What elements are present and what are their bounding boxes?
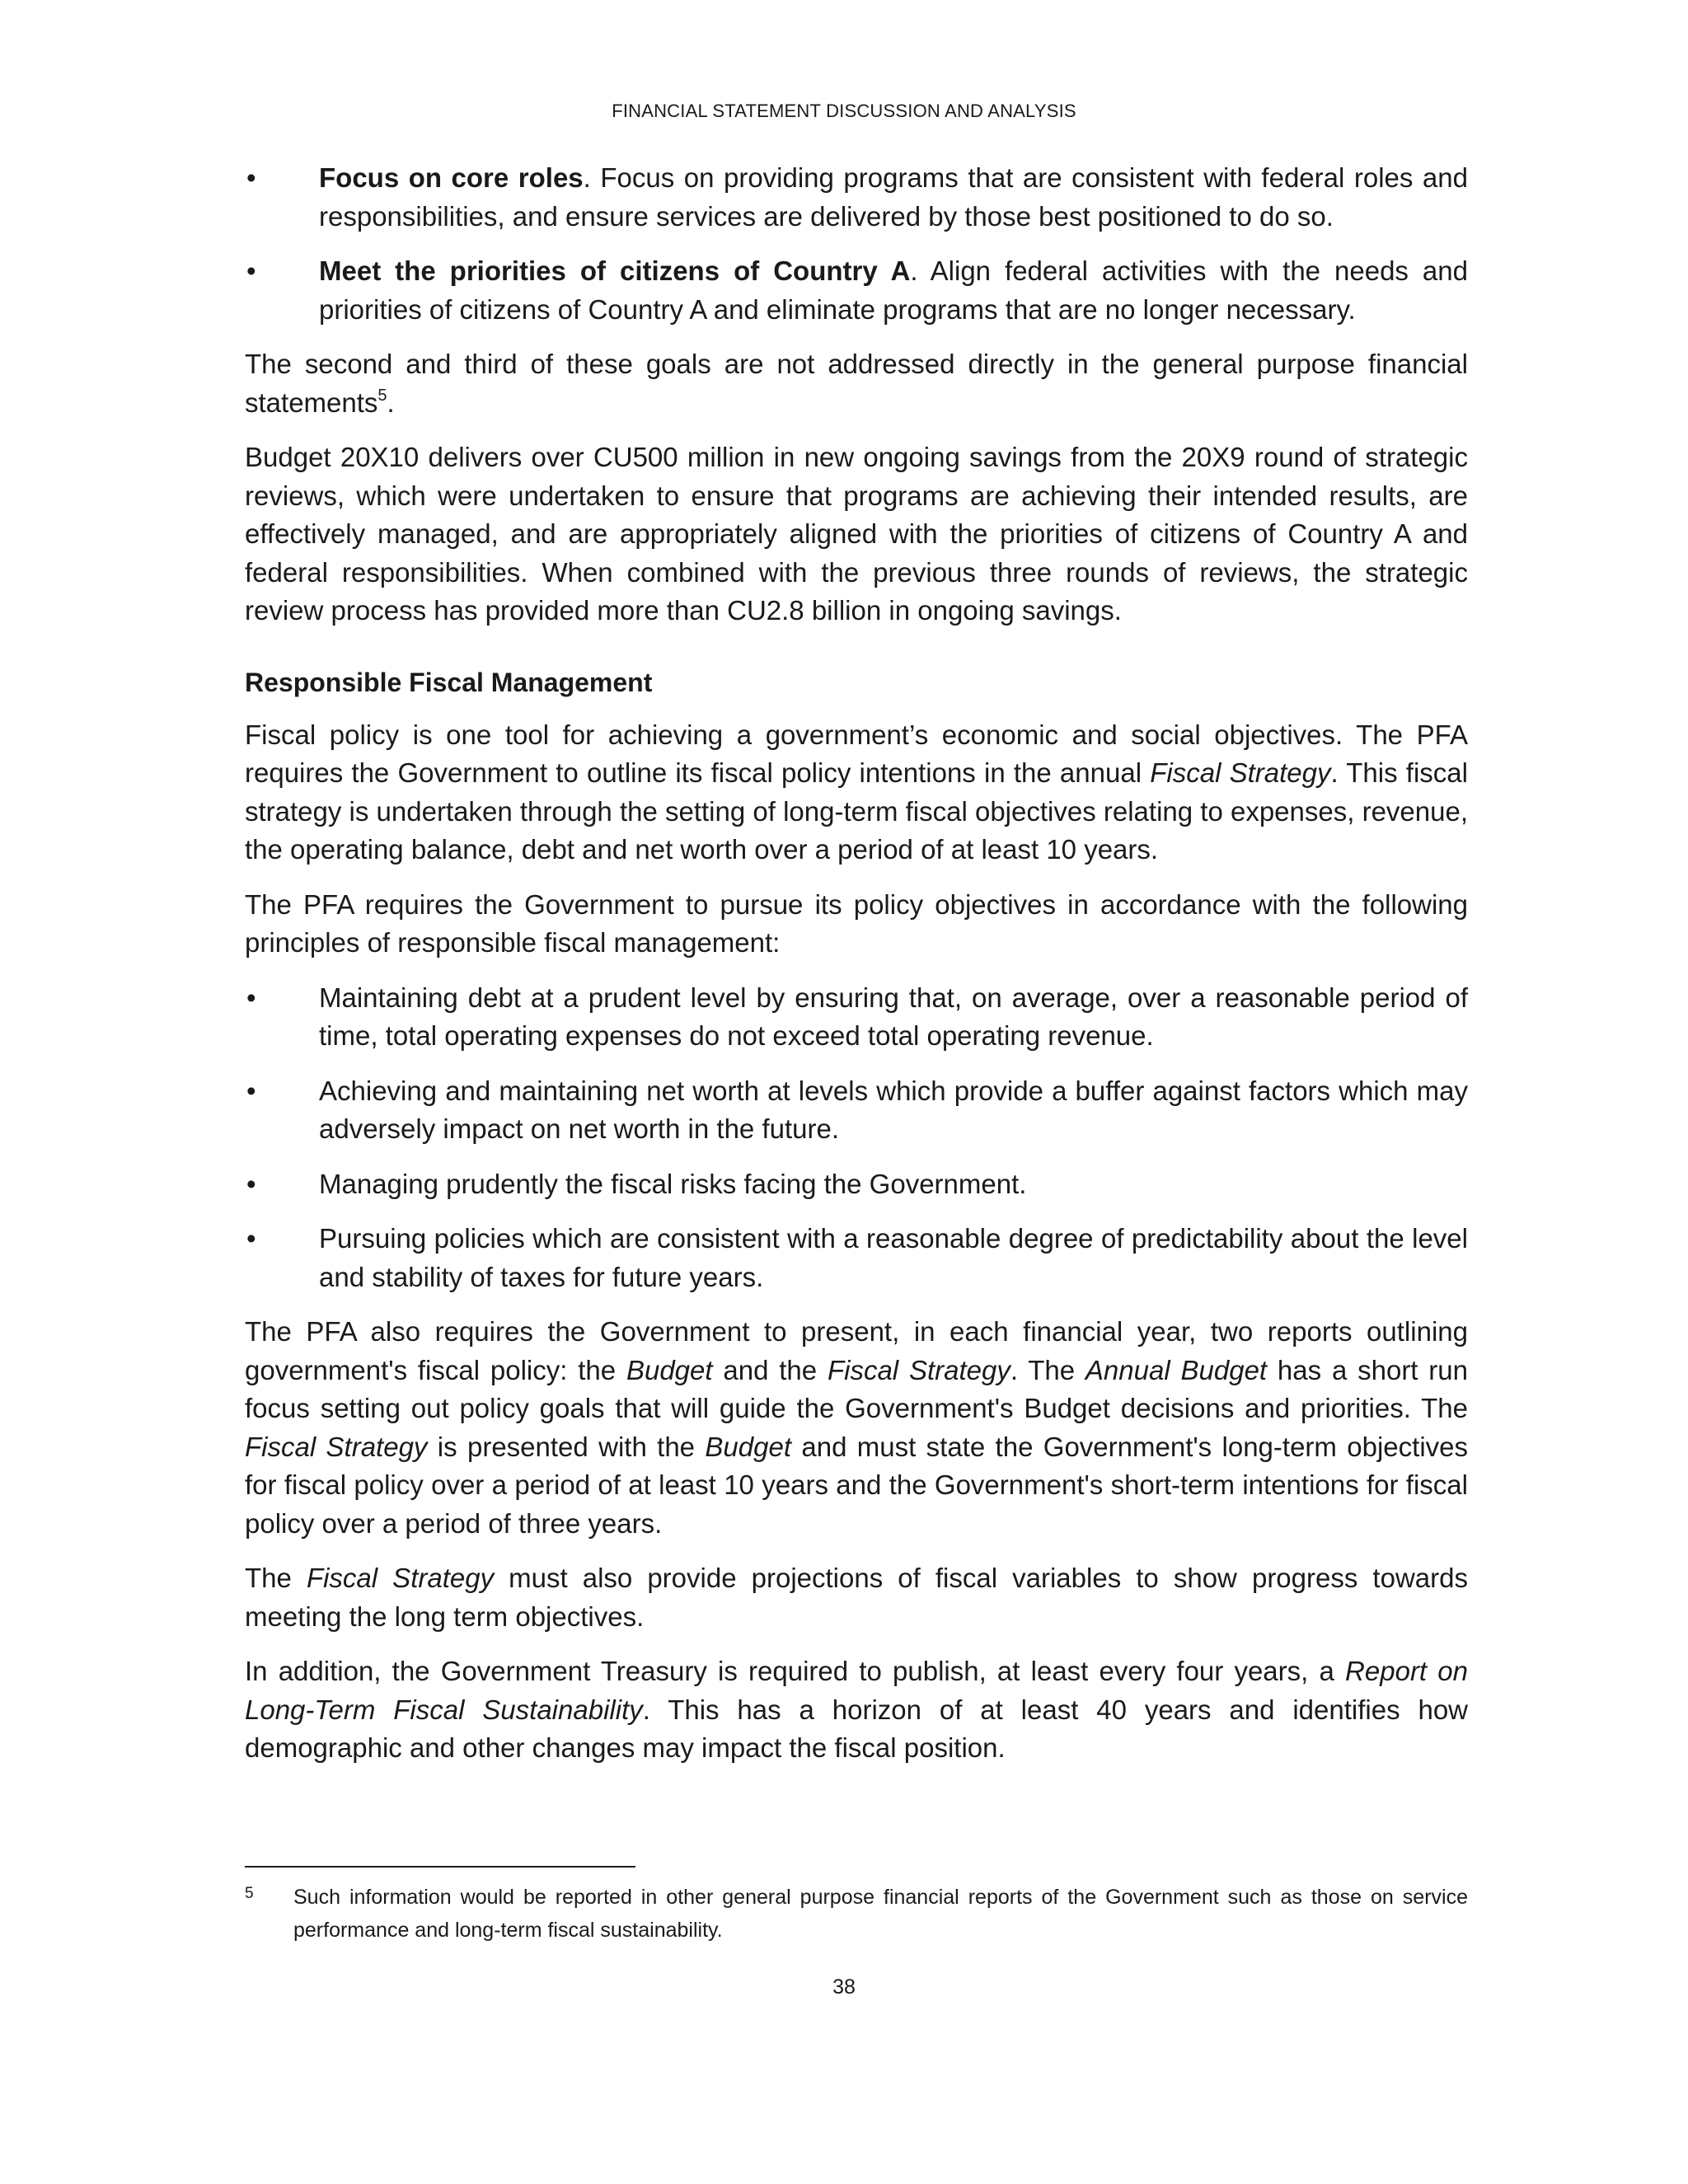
bullet-meet-priorities [245,252,1468,329]
principle-text: Managing prudently the fiscal risks facing the Government. [319,1168,1027,1199]
principle-text: Pursuing policies which are consistent with a reasonable degree of predictability about the level and stability of taxes for future years. [319,1223,1468,1292]
footnote-reference[interactable]: 5 [377,386,387,405]
italic-title: Budget [705,1431,791,1462]
paragraph-text: is presented with the [427,1431,706,1462]
principle-text: Maintaining debt at a prudent level by ensuring that, on average, over a reasonable period of time, total operating expenses do not exceed total operating revenue. [319,982,1468,1051]
bullet-text: . Focus on providing programs that are consistent with federal roles and responsibilities, and ensure services are delivered by those best positioned to do so. [319,162,1468,232]
paragraph-text: The [245,1563,307,1593]
paragraph-text: must also provide projections of fiscal variables to show progress towards meeting the long term objectives. [245,1563,1468,1632]
bullet-icon: • [246,1223,256,1254]
paragraph-text: and must state the Government's long-term objectives for fiscal policy over a period of at least 10 years and the Government's short-term intentions for fiscal policy over a period of three years. [245,1431,1469,1539]
paragraph-second-third-goals [245,345,1468,422]
body-content [245,159,1468,1784]
italic-title: Annual Budget [1085,1354,1268,1385]
principle-item [245,979,1468,1056]
italic-title: Fiscal Strategy [245,1431,428,1462]
paragraph-text: and the [712,1354,828,1385]
footnote-mark: 5 [245,1885,254,1902]
paragraph-end: . [387,387,395,418]
paragraph-text: . The [1010,1354,1085,1385]
paragraph-fiscal-policy [245,716,1468,869]
bullet-text: . Align federal activities with the needs and priorities of citizens of Country A and eliminate programs that are no longer necessary. [319,255,1468,325]
bullet-lead: Meet the priorities of citizens of Country A [319,255,911,286]
paragraph-text: has a short run focus setting out policy goals that will guide the Government's Budget decisions and priorities. The [245,1354,1468,1423]
bullet-icon: • [246,1168,256,1199]
paragraph-pfa-requires: The PFA requires the Government to pursue its policy objectives in accordance with the following principles of responsible fiscal management: [245,888,1468,958]
bullet-lead: Focus on core roles [319,162,584,193]
bullet-icon: • [246,255,256,286]
paragraph-treasury-report [245,1652,1468,1768]
running-header: FINANCIAL STATEMENT DISCUSSION AND ANALYSIS [612,101,1076,121]
paragraph-text: . This has a horizon of at least 40 years and identifies how demographic and other changes may impact the fiscal position. [245,1694,1469,1763]
section-heading: Responsible Fiscal Management [245,667,653,697]
paragraph-projections [245,1559,1468,1636]
paragraph-budget-savings: Budget 20X10 delivers over CU500 million in new ongoing savings from the 20X9 round of strategic reviews, which were undertaken to ensure that programs are achieving their intended results, are effectively managed, and are appropriately aligned with the priorities of citizens of Country A and federal responsibilities. When combined with the previous three rounds of reviews, the strategic review process has provided more than CU2.8 billion in ongoing savings. [245,442,1468,626]
bullet-icon: • [246,1075,256,1106]
paragraph-two-reports [245,1313,1468,1543]
paragraph-text: The second and third of these goals are not addressed directly in the general purpose financial statements [245,349,1468,418]
italic-title: Budget [626,1354,713,1385]
bullet-icon: • [246,982,256,1013]
footnote-text: Such information would be reported in other general purpose financial reports of the Government such as those on service performance and long-term fiscal sustainability. [293,1886,1468,1942]
footnote-divider [245,1866,635,1868]
italic-title: Fiscal Strategy [1150,757,1331,788]
paragraph-text: Fiscal policy is one tool for achieving a government’s economic and social objectives. The PFA requires the Government to outline its fiscal policy intentions in the annual [245,719,1468,788]
principle-text: Achieving and maintaining net worth at levels which provide a buffer against factors which may adversely impact on net worth in the future. [319,1075,1468,1144]
principle-item [245,1220,1468,1296]
bullet-icon: • [246,162,256,193]
principle-item [245,1072,1468,1149]
paragraph-text: The PFA also requires the Government to present, in each financial year, two reports outlining government's fiscal policy: the [245,1316,1468,1385]
principle-item [245,1165,1468,1204]
bullet-focus-core-roles [245,159,1468,236]
paragraph-text: . This fiscal strategy is undertaken through the setting of long-term fiscal objectives relating to expenses, revenue, the operating balance, debt and net worth over a period of at least 10 years. [245,757,1469,865]
paragraph-text: In addition, the Government Treasury is required to publish, at least every four years, a [245,1656,1346,1686]
footnote [245,1881,1468,1947]
italic-title: Fiscal Strategy [306,1563,495,1593]
italic-title: Fiscal Strategy [827,1354,1010,1385]
page-number: 38 [832,1975,856,1999]
italic-title: Report on Long-Term Fiscal Sustainability [245,1656,1468,1725]
